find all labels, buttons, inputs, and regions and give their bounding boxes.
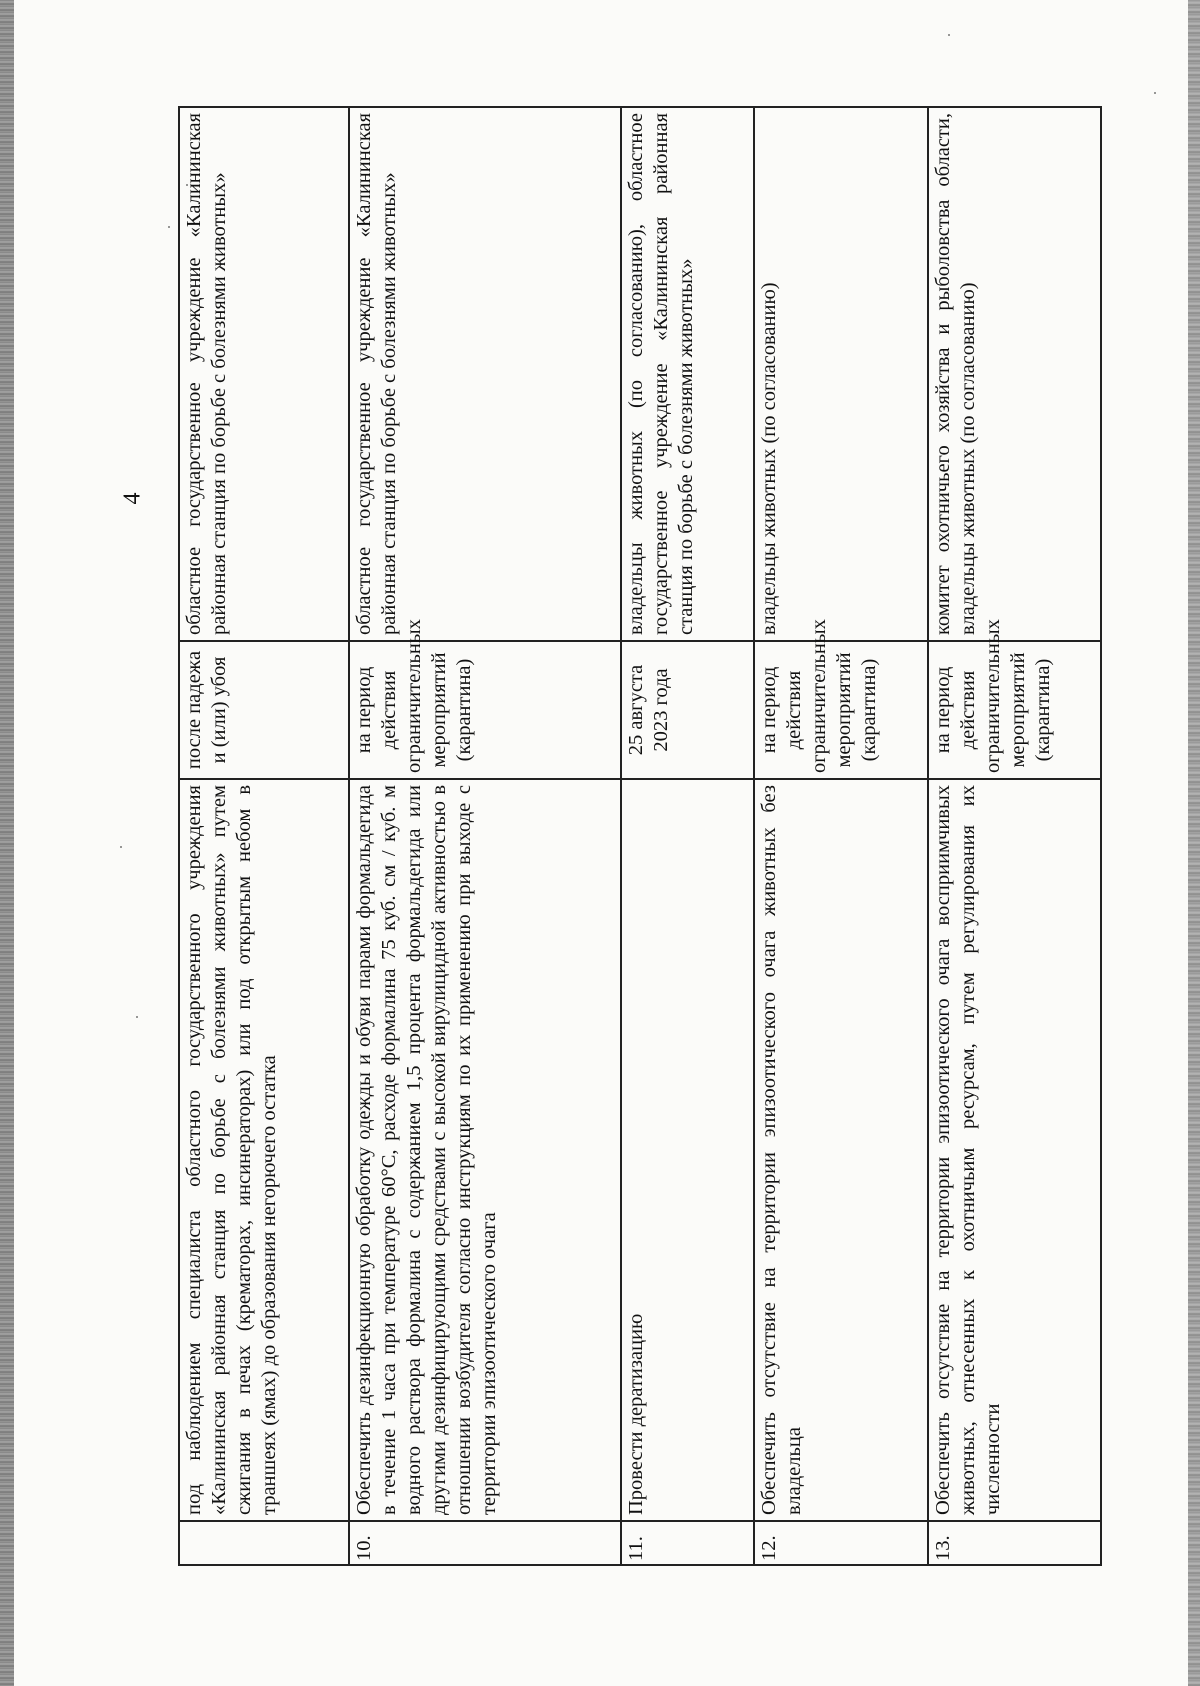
rotated-table-frame <box>178 108 1100 1566</box>
scan-speck <box>136 1016 138 1018</box>
table-row <box>621 107 754 1565</box>
term-cell: после падежа и (или) убоя <box>179 641 349 779</box>
row-number: 10. <box>349 1521 621 1565</box>
scan-edge-right <box>1188 0 1200 1686</box>
responsible-cell: областное государственное учреждение «Калининская районная станция по борьбе с болезнями животных» <box>179 107 349 641</box>
row-number: 13. <box>928 1521 1101 1565</box>
action-cell: Обеспечить отсутствие на территории эпизоотического очага восприимчивых животных, отнесенных к охотничьим ресурсам, путем регулирования их численности <box>928 779 1101 1521</box>
term-cell: на период действия ограничительных мероприятий (карантина) <box>928 641 1101 779</box>
scan-speck <box>948 34 950 36</box>
scan-speck <box>120 846 122 848</box>
row-number: 11. <box>621 1521 754 1565</box>
action-cell: Обеспечить отсутствие на территории эпизоотического очага животных без владельца <box>754 779 928 1521</box>
table-row <box>349 107 621 1565</box>
table-row <box>928 107 1101 1565</box>
table-row <box>754 107 928 1565</box>
term-cell: 25 августа 2023 года <box>621 641 754 779</box>
term-cell: на период действия ограничительных мероприятий (карантина) <box>754 641 928 779</box>
row-number <box>179 1521 349 1565</box>
action-cell: под наблюдением специалиста областного государственного учреждения «Калининская районная станция по борьбе с болезнями животных» путем сжигания в печах (крематорах, инсинераторах) или под открытым небом в траншеях (ямах) до образования негорючего остатка <box>179 779 349 1521</box>
term-cell: на период действия ограничительных мероприятий (карантина) <box>349 641 621 779</box>
responsible-cell: владельцы животных (по согласованию) <box>754 107 928 641</box>
measures-table <box>178 106 1102 1566</box>
scan-edge-left <box>0 0 14 1686</box>
rotated-table-container <box>178 108 1100 1566</box>
scan-speck <box>1154 92 1156 94</box>
responsible-cell: владельцы животных (по согласованию), областное государственное учреждение «Калининская районная станция по борьбе с болезнями животных» <box>621 107 754 641</box>
scan-speck <box>168 226 170 228</box>
action-cell: Обеспечить дезинфекционную обработку одежды и обуви парами формальдегида в течение 1 часа при температуре 60°С, расходе формалина 75 куб. см / куб. м водного раствора формалина с содержанием 1,5 процента формальдегида или другими дезинфицирующими средствами с высокой вирулицидной активностью в отношении возбудителя согласно инструкциям по их применению при выходе с территории эпизоотического очага <box>349 779 621 1521</box>
action-cell: Провести дератизацию <box>621 779 754 1521</box>
table-row <box>179 107 349 1565</box>
row-number: 12. <box>754 1521 928 1565</box>
responsible-cell: областное государственное учреждение «Калининская районная станция по борьбе с болезнями животных» <box>349 107 621 641</box>
responsible-cell: комитет охотничьего хозяйства и рыболовства области, владельцы животных (по согласованию) <box>928 107 1101 641</box>
page-number: 4 <box>119 492 146 505</box>
